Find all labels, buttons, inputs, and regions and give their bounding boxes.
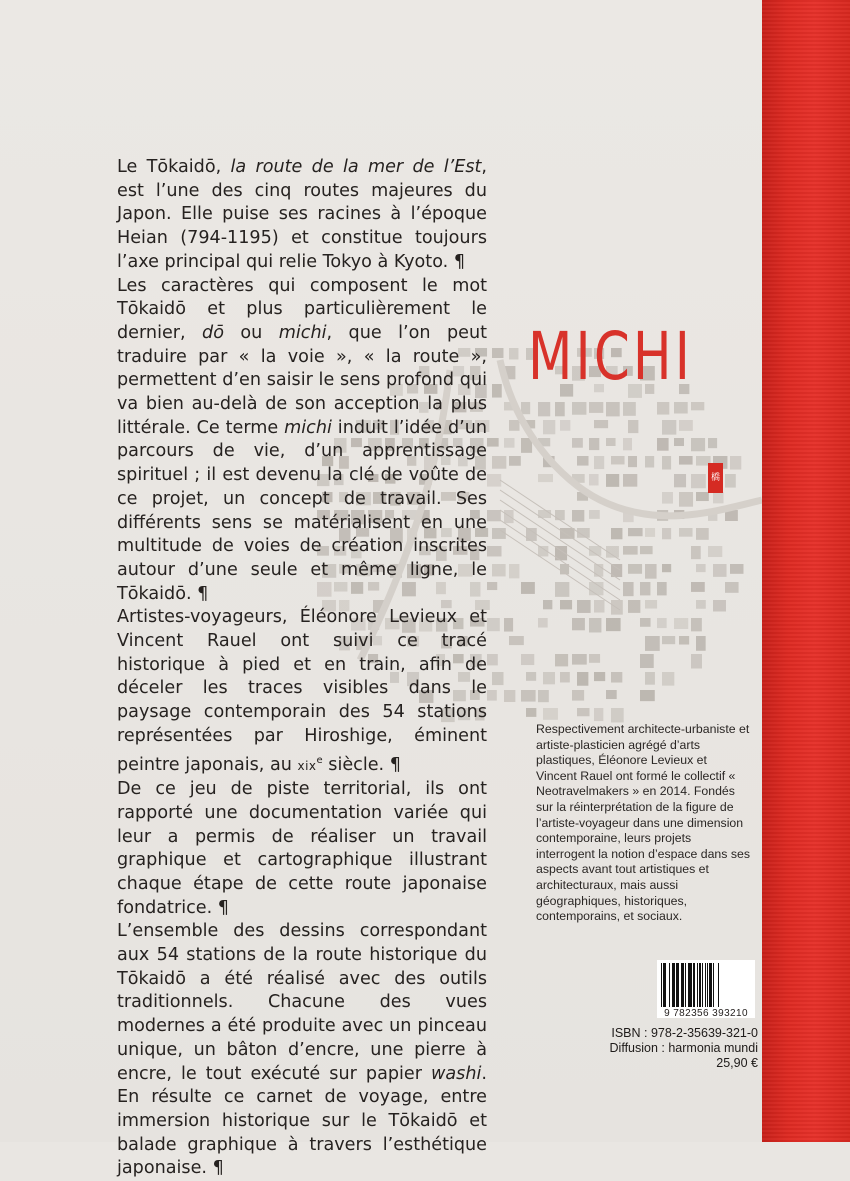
- map-block: [487, 438, 499, 447]
- italic-phrase: la route de la mer de l’Est: [230, 157, 482, 177]
- italic-word: dō: [202, 322, 224, 343]
- map-block: [538, 402, 550, 416]
- map-block: [606, 438, 616, 446]
- map-block: [487, 474, 501, 487]
- text-run: . En résulte ce carnet de voyage, entre immersion historique sur le Tōkaidō et balade graphique à travers l’esthétique japonaise. ¶: [117, 1063, 487, 1179]
- map-block: [623, 546, 638, 555]
- map-block: [487, 582, 497, 590]
- map-block: [594, 420, 608, 428]
- map-block: [645, 600, 657, 609]
- map-block: [640, 690, 655, 701]
- map-block: [606, 690, 617, 699]
- map-block: [504, 690, 515, 702]
- map-block: [606, 474, 619, 487]
- map-block: [594, 708, 603, 721]
- map-block: [589, 654, 600, 663]
- map-block: [577, 708, 590, 716]
- map-block: [487, 690, 497, 701]
- italic-word: michi: [284, 417, 332, 438]
- map-block: [594, 600, 604, 613]
- map-block: [589, 474, 599, 485]
- map-block: [492, 528, 506, 539]
- authors-bio: Respectivement architecte-urbaniste et artiste-plasticien agrégé d’arts plastiques, Éléonore Levieux et Vincent Rauel ont formé le collectif « Neotravelmakers » en 2014. Fondés sur la réinterprétation de la figure de l’artiste-voyageur dans une dimension contemporaine, leurs projets interrogent la notion d’espace dans ses aspects avant tout artistiques et architecturaux, mais aussi géographiques, historiques, contemporains, et sociaux.: [536, 722, 750, 924]
- map-block: [696, 492, 709, 501]
- map-block: [640, 618, 651, 627]
- map-block: [691, 618, 702, 631]
- map-block: [526, 672, 536, 681]
- barcode-bar: [719, 963, 720, 1007]
- map-block: [492, 348, 503, 358]
- map-block: [555, 510, 565, 520]
- map-block: [696, 528, 709, 540]
- map-block: [572, 618, 585, 630]
- map-block: [560, 528, 575, 539]
- map-block: [730, 564, 743, 574]
- paragraph-tokaido-intro: [117, 156, 487, 275]
- map-block: [713, 492, 723, 503]
- century-numeral: xix: [297, 758, 317, 773]
- map-block: [696, 564, 706, 572]
- map-block: [691, 474, 706, 488]
- map-block: [538, 474, 553, 482]
- text-run: Artistes-voyageurs, Éléonore Levieux et Vincent Rauel ont suivi ce tracé historique à pied et en train, afin de déceler les traces visibles dans le paysage contemporain des 54 stations représentées par Hiroshige, éminent peintre japonais, au: [117, 607, 487, 775]
- map-block: [543, 420, 555, 434]
- map-block: [492, 384, 502, 398]
- map-block: [555, 582, 569, 597]
- map-block: [645, 528, 655, 537]
- map-block: [492, 564, 506, 576]
- map-block: [662, 420, 676, 435]
- red-spine: [762, 0, 850, 1142]
- text-run: Le Tōkaidō,: [117, 157, 231, 177]
- map-block: [662, 672, 674, 686]
- isbn-line: ISBN : 978-2-35639-321-0: [611, 1026, 758, 1040]
- map-block: [492, 456, 506, 469]
- map-block: [594, 456, 604, 469]
- map-block: [691, 654, 702, 669]
- map-block: [708, 438, 717, 448]
- map-block: [509, 564, 519, 578]
- map-block: [725, 582, 739, 593]
- back-cover-description: [117, 156, 487, 1181]
- map-block: [628, 420, 638, 433]
- map-block: [713, 600, 726, 611]
- map-block: [504, 618, 513, 632]
- map-block: [577, 600, 591, 613]
- map-block: [628, 600, 640, 613]
- map-block: [577, 456, 589, 466]
- map-block: [628, 456, 637, 467]
- map-block: [543, 708, 558, 720]
- map-block: [623, 474, 637, 487]
- map-block: [645, 636, 660, 651]
- map-block: [521, 690, 536, 702]
- map-block: [560, 672, 570, 682]
- map-block: [696, 600, 706, 609]
- italic-word: michi: [278, 322, 327, 343]
- map-block: [543, 672, 555, 684]
- barcode: [657, 960, 755, 1018]
- map-block: [543, 600, 552, 609]
- map-block: [708, 546, 722, 557]
- paragraph-artists: [117, 606, 487, 778]
- map-block: [504, 510, 514, 523]
- map-block: [504, 438, 514, 448]
- map-block: [487, 654, 498, 665]
- map-block: [577, 672, 588, 686]
- map-block: [555, 402, 565, 416]
- map-block: [589, 402, 603, 413]
- map-block: [611, 600, 623, 615]
- map-block: [623, 582, 634, 596]
- map-block: [509, 456, 521, 466]
- century-superscript: e: [316, 754, 323, 766]
- map-block: [640, 546, 653, 554]
- italic-word: washi: [431, 1063, 482, 1084]
- map-block: [572, 438, 583, 448]
- map-block: [509, 420, 520, 431]
- map-block: [696, 636, 706, 651]
- map-block: [657, 402, 669, 415]
- text-run: , que l’on peut traduire par « la voie », « la route », permettent d’en saisir le sens profond qui va bien au-delà de son acception la plus littérale. Ce terme: [117, 322, 488, 438]
- map-block: [526, 708, 536, 717]
- map-block: [645, 456, 654, 467]
- map-block: [730, 456, 741, 470]
- map-block: [679, 528, 693, 537]
- text-run: ou: [223, 322, 279, 343]
- map-block: [611, 708, 624, 722]
- map-block: [657, 618, 667, 628]
- map-block: [555, 654, 568, 666]
- text-run: siècle. ¶: [322, 754, 401, 775]
- barcode-number: 9 782356 393210: [664, 1008, 748, 1019]
- map-block: [691, 438, 705, 451]
- map-block: [594, 672, 605, 681]
- map-block: [679, 420, 693, 431]
- map-block: [645, 672, 655, 685]
- text-run: induit l’idée d’un parcours de vie, d’un apprentissage spirituel ; il est devenu la clé de voûte de ce projet, un concept de travail. Ses différents sens se matérialisent en une multitude de voies de création inscrites autour d’une seule et même ligne, le Tōkaidō. ¶: [117, 417, 488, 604]
- map-block: [679, 492, 693, 507]
- map-block: [674, 402, 688, 414]
- map-block: [628, 564, 642, 574]
- map-block: [611, 456, 625, 464]
- map-block: [657, 438, 669, 451]
- map-block: [509, 348, 518, 359]
- map-block: [645, 564, 657, 579]
- map-block: [521, 402, 530, 414]
- map-block: [589, 510, 600, 519]
- text-run: , est l’une des cinq routes majeures du Japon. Elle puise ses racines à l’époque Heian (794-1195) et constitue toujours l’axe principal qui relie Tokyo à Kyoto. ¶: [117, 157, 487, 272]
- map-block: [640, 654, 654, 668]
- map-block: [611, 528, 622, 539]
- map-block: [572, 402, 586, 415]
- map-block: [657, 582, 667, 595]
- map-block: [560, 600, 572, 609]
- map-block: [662, 564, 671, 572]
- map-block: [572, 654, 587, 665]
- map-block: [623, 438, 632, 450]
- map-block: [521, 582, 535, 594]
- map-block: [674, 618, 688, 629]
- map-block: [589, 438, 599, 450]
- map-block: [640, 582, 650, 595]
- map-block: [725, 474, 736, 488]
- map-block: [487, 546, 501, 556]
- map-block: [679, 456, 693, 465]
- diffusion-line: Diffusion : harmonia mundi: [609, 1041, 758, 1055]
- text-run: Les caractères qui composent le mot Tōkaidō et plus particulièrement le dernier,: [117, 275, 487, 343]
- map-block: [691, 582, 705, 592]
- map-block: [538, 690, 549, 702]
- map-block: [691, 546, 701, 559]
- book-title: MICHI: [528, 318, 694, 395]
- map-block: [679, 636, 689, 645]
- paragraph-documentation: De ce jeu de piste territorial, ils ont rapporté une documentation variée qui leur a permis de réaliser un travail graphique et cartographique illustrant chaque étape de cette route japonaise fondatrice. ¶: [117, 779, 487, 918]
- price: 25,90 €: [716, 1056, 758, 1070]
- publication-info: [610, 1026, 758, 1071]
- map-block: [662, 636, 675, 644]
- paragraph-michi-meaning: [117, 275, 487, 607]
- map-block: [606, 618, 621, 631]
- map-block: [674, 474, 686, 487]
- map-block: [509, 636, 524, 645]
- map-block: [662, 528, 671, 539]
- map-block: [538, 618, 548, 628]
- map-block: [611, 672, 622, 683]
- map-block: [572, 510, 584, 522]
- map-block: [623, 402, 636, 416]
- map-block: [691, 402, 704, 410]
- map-block: [492, 672, 503, 685]
- barcode-bars: [661, 963, 751, 1007]
- map-block: [521, 654, 534, 665]
- map-block: [662, 492, 673, 504]
- red-seal-stamp: 橋: [708, 463, 723, 493]
- map-block: [572, 690, 584, 701]
- map-block: [628, 528, 643, 536]
- text-run: L’ensemble des dessins correspondant aux 54 stations de la route historique du Tōkaidō a été réalisé avec des outils traditionnels. Chacune des vues modernes a été produite avec un pinceau unique, un bâton d’encre, une pierre à encre, le tout exécuté sur papier: [117, 921, 487, 1084]
- map-block: [487, 618, 500, 631]
- map-block: [713, 564, 727, 577]
- map-block: [674, 438, 684, 446]
- map-block: [662, 456, 671, 470]
- map-block: [560, 420, 570, 431]
- map-block: [487, 510, 501, 521]
- map-block: [589, 618, 601, 632]
- map-block: [606, 402, 620, 416]
